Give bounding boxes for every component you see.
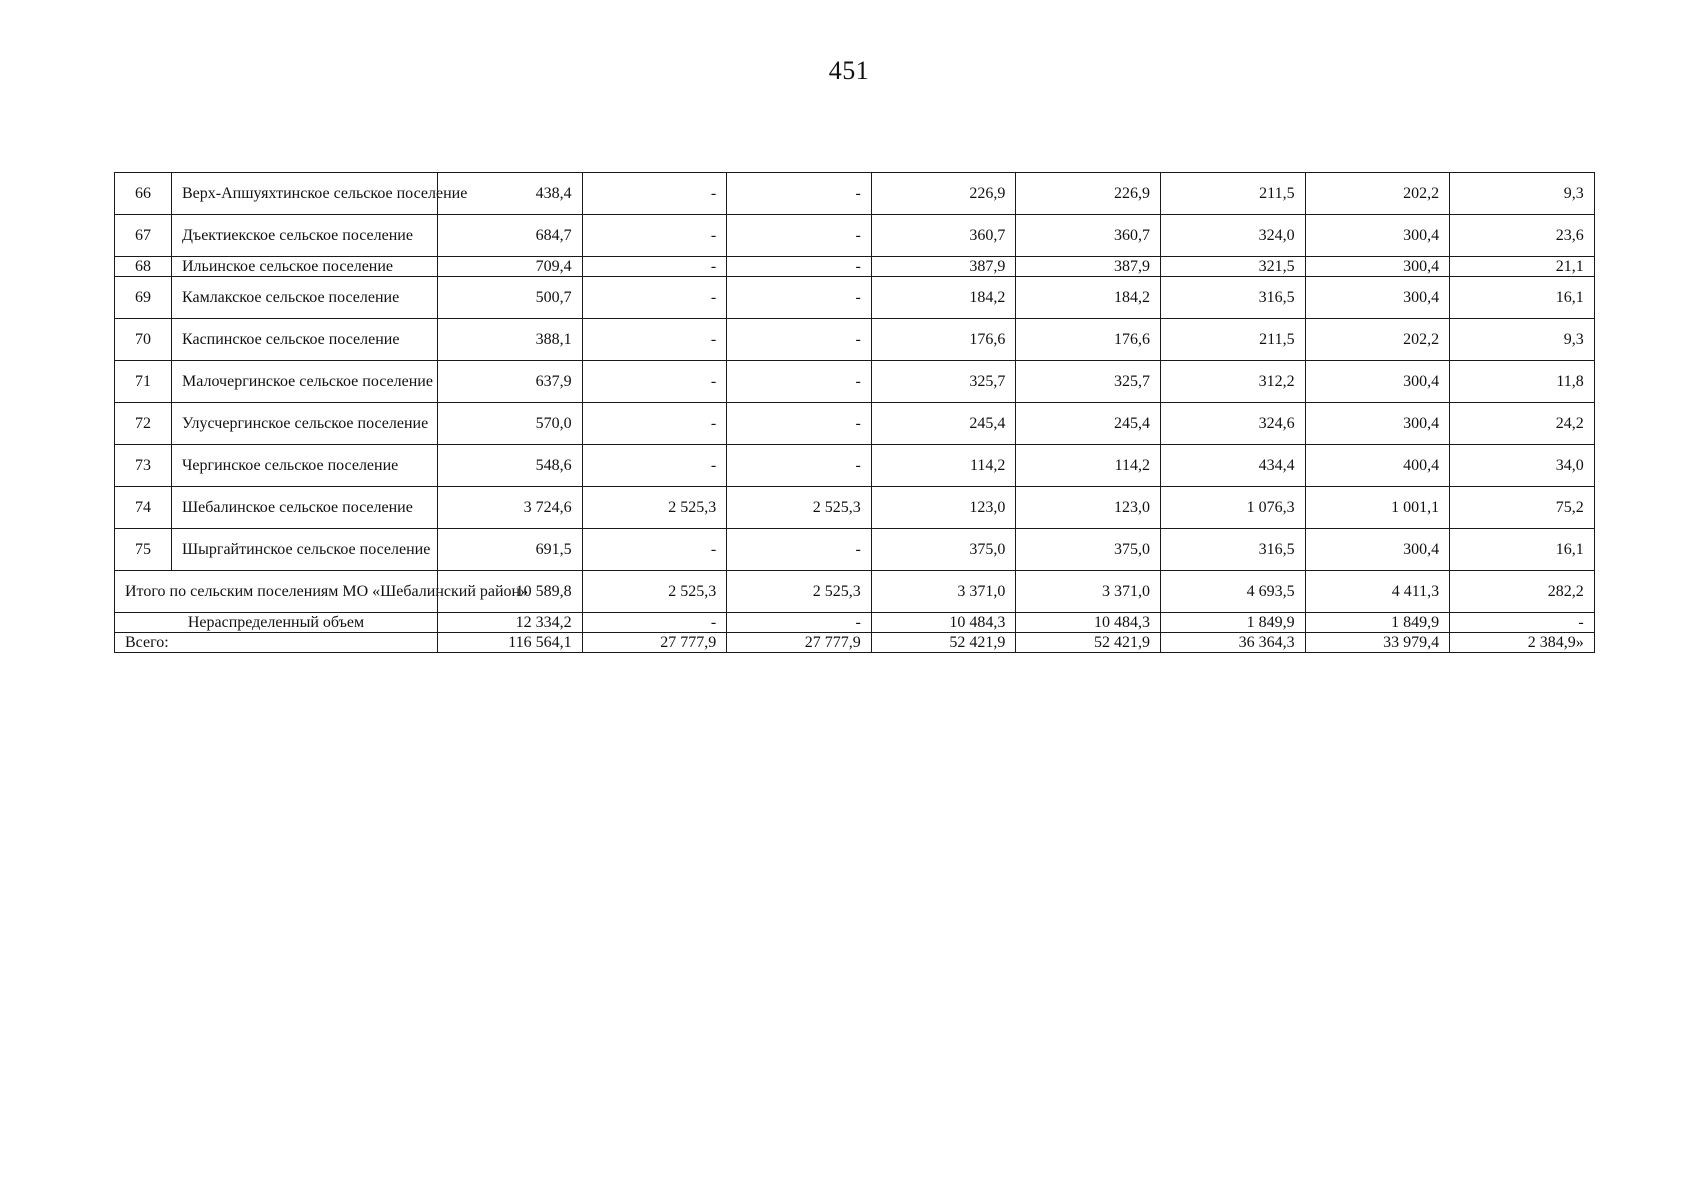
value-cell: 23,6 xyxy=(1450,215,1595,257)
settlement-name-cell: Дъектиекское сельское поселение xyxy=(172,215,438,257)
value-cell: 202,2 xyxy=(1305,319,1450,361)
settlement-name-cell: Малочергинское сельское поселение xyxy=(172,361,438,403)
value-cell: 9,3 xyxy=(1450,173,1595,215)
value-cell: 325,7 xyxy=(1016,361,1161,403)
value-cell: 114,2 xyxy=(1016,445,1161,487)
value-cell: - xyxy=(727,257,872,277)
value-cell: 123,0 xyxy=(1016,487,1161,529)
value-cell: 400,4 xyxy=(1305,445,1450,487)
value-cell: - xyxy=(727,277,872,319)
value-cell: 245,4 xyxy=(871,403,1016,445)
value-cell: 24,2 xyxy=(1450,403,1595,445)
value-cell: 211,5 xyxy=(1160,319,1305,361)
value-cell: 4 693,5 xyxy=(1160,571,1305,613)
value-cell: 3 371,0 xyxy=(1016,571,1161,613)
value-cell: 1 849,9 xyxy=(1305,613,1450,633)
value-cell: 226,9 xyxy=(1016,173,1161,215)
settlement-name-cell: Ильинское сельское поселение xyxy=(172,257,438,277)
row-number-cell: 71 xyxy=(115,361,172,403)
value-cell: 387,9 xyxy=(1016,257,1161,277)
value-cell: 4 411,3 xyxy=(1305,571,1450,613)
value-cell: 300,4 xyxy=(1305,361,1450,403)
value-cell: 316,5 xyxy=(1160,529,1305,571)
value-cell: 21,1 xyxy=(1450,257,1595,277)
value-cell: 1 076,3 xyxy=(1160,487,1305,529)
value-cell: 2 384,9» xyxy=(1450,633,1595,653)
value-cell: 34,0 xyxy=(1450,445,1595,487)
subtotal-row xyxy=(115,571,1595,613)
value-cell: 2 525,3 xyxy=(582,487,727,529)
table-container xyxy=(114,172,1594,653)
value-cell: 300,4 xyxy=(1305,403,1450,445)
value-cell: 709,4 xyxy=(438,257,583,277)
value-cell: 10 589,8 xyxy=(438,571,583,613)
value-cell: 2 525,3 xyxy=(582,571,727,613)
table-row xyxy=(115,529,1595,571)
value-cell: 52 421,9 xyxy=(871,633,1016,653)
table-row xyxy=(115,215,1595,257)
value-cell: 300,4 xyxy=(1305,529,1450,571)
value-cell: 300,4 xyxy=(1305,257,1450,277)
value-cell: 245,4 xyxy=(1016,403,1161,445)
row-number-cell: 73 xyxy=(115,445,172,487)
value-cell: 27 777,9 xyxy=(727,633,872,653)
value-cell: - xyxy=(727,613,872,633)
value-cell: 637,9 xyxy=(438,361,583,403)
value-cell: 176,6 xyxy=(871,319,1016,361)
value-cell: - xyxy=(582,319,727,361)
value-cell: 123,0 xyxy=(871,487,1016,529)
value-cell: 321,5 xyxy=(1160,257,1305,277)
value-cell: 1 001,1 xyxy=(1305,487,1450,529)
value-cell: - xyxy=(727,319,872,361)
value-cell: 388,1 xyxy=(438,319,583,361)
value-cell: 116 564,1 xyxy=(438,633,583,653)
value-cell: - xyxy=(727,173,872,215)
total-row xyxy=(115,633,1595,653)
row-number-cell: 75 xyxy=(115,529,172,571)
value-cell: 202,2 xyxy=(1305,173,1450,215)
table-row xyxy=(115,445,1595,487)
value-cell: 500,7 xyxy=(438,277,583,319)
value-cell: - xyxy=(582,215,727,257)
total-label: Всего: xyxy=(115,633,438,653)
value-cell: - xyxy=(727,215,872,257)
value-cell: 300,4 xyxy=(1305,277,1450,319)
value-cell: 33 979,4 xyxy=(1305,633,1450,653)
subtotal-label: Итого по сельским поселениям МО «Шебалинский район» xyxy=(115,571,438,613)
value-cell: 312,2 xyxy=(1160,361,1305,403)
settlement-name-cell: Улусчергинское сельское поселение xyxy=(172,403,438,445)
value-cell: 360,7 xyxy=(1016,215,1161,257)
value-cell: 325,7 xyxy=(871,361,1016,403)
value-cell: 300,4 xyxy=(1305,215,1450,257)
value-cell: 9,3 xyxy=(1450,319,1595,361)
value-cell: 226,9 xyxy=(871,173,1016,215)
value-cell: 2 525,3 xyxy=(727,487,872,529)
value-cell: 176,6 xyxy=(1016,319,1161,361)
value-cell: - xyxy=(582,173,727,215)
value-cell: 114,2 xyxy=(871,445,1016,487)
value-cell: 3 724,6 xyxy=(438,487,583,529)
value-cell: 3 371,0 xyxy=(871,571,1016,613)
value-cell: 36 364,3 xyxy=(1160,633,1305,653)
value-cell: - xyxy=(1450,613,1595,633)
table-row xyxy=(115,361,1595,403)
value-cell: 316,5 xyxy=(1160,277,1305,319)
value-cell: - xyxy=(582,257,727,277)
row-number-cell: 74 xyxy=(115,487,172,529)
row-number-cell: 70 xyxy=(115,319,172,361)
value-cell: 548,6 xyxy=(438,445,583,487)
page-number: 451 xyxy=(828,56,870,85)
value-cell: 684,7 xyxy=(438,215,583,257)
unallocated-label: Нераспределенный объем xyxy=(115,613,438,633)
row-number-cell: 72 xyxy=(115,403,172,445)
value-cell: 11,8 xyxy=(1450,361,1595,403)
value-cell: 75,2 xyxy=(1450,487,1595,529)
value-cell: - xyxy=(727,361,872,403)
row-number-cell: 68 xyxy=(115,257,172,277)
table-row xyxy=(115,487,1595,529)
value-cell: - xyxy=(582,613,727,633)
value-cell: - xyxy=(727,445,872,487)
value-cell: 282,2 xyxy=(1450,571,1595,613)
value-cell: 375,0 xyxy=(871,529,1016,571)
table-row xyxy=(115,403,1595,445)
value-cell: - xyxy=(582,361,727,403)
settlement-name-cell: Камлакское сельское поселение xyxy=(172,277,438,319)
value-cell: 184,2 xyxy=(1016,277,1161,319)
settlement-name-cell: Чергинское сельское поселение xyxy=(172,445,438,487)
value-cell: 324,0 xyxy=(1160,215,1305,257)
value-cell: 52 421,9 xyxy=(1016,633,1161,653)
row-number-cell: 69 xyxy=(115,277,172,319)
table-row xyxy=(115,173,1595,215)
value-cell: 324,6 xyxy=(1160,403,1305,445)
table-row xyxy=(115,319,1595,361)
settlement-name-cell: Верх-Апшуяхтинское сельское поселение xyxy=(172,173,438,215)
value-cell: 691,5 xyxy=(438,529,583,571)
value-cell: 360,7 xyxy=(871,215,1016,257)
value-cell: 27 777,9 xyxy=(582,633,727,653)
value-cell: 2 525,3 xyxy=(727,571,872,613)
value-cell: 387,9 xyxy=(871,257,1016,277)
table-row xyxy=(115,277,1595,319)
table-row xyxy=(115,257,1595,277)
row-number-cell: 67 xyxy=(115,215,172,257)
settlement-name-cell: Каспинское сельское поселение xyxy=(172,319,438,361)
value-cell: 211,5 xyxy=(1160,173,1305,215)
value-cell: - xyxy=(727,403,872,445)
unallocated-row xyxy=(115,613,1595,633)
value-cell: 12 334,2 xyxy=(438,613,583,633)
allocation-table xyxy=(114,172,1595,653)
value-cell: - xyxy=(582,403,727,445)
settlement-name-cell: Шыргайтинское сельское поселение xyxy=(172,529,438,571)
value-cell: 10 484,3 xyxy=(871,613,1016,633)
value-cell: 438,4 xyxy=(438,173,583,215)
settlement-name-cell: Шебалинское сельское поселение xyxy=(172,487,438,529)
row-number-cell: 66 xyxy=(115,173,172,215)
value-cell: 184,2 xyxy=(871,277,1016,319)
value-cell: 570,0 xyxy=(438,403,583,445)
value-cell: 375,0 xyxy=(1016,529,1161,571)
value-cell: 10 484,3 xyxy=(1016,613,1161,633)
value-cell: - xyxy=(727,529,872,571)
value-cell: 434,4 xyxy=(1160,445,1305,487)
value-cell: - xyxy=(582,529,727,571)
value-cell: 1 849,9 xyxy=(1160,613,1305,633)
value-cell: - xyxy=(582,277,727,319)
value-cell: 16,1 xyxy=(1450,529,1595,571)
value-cell: - xyxy=(582,445,727,487)
value-cell: 16,1 xyxy=(1450,277,1595,319)
